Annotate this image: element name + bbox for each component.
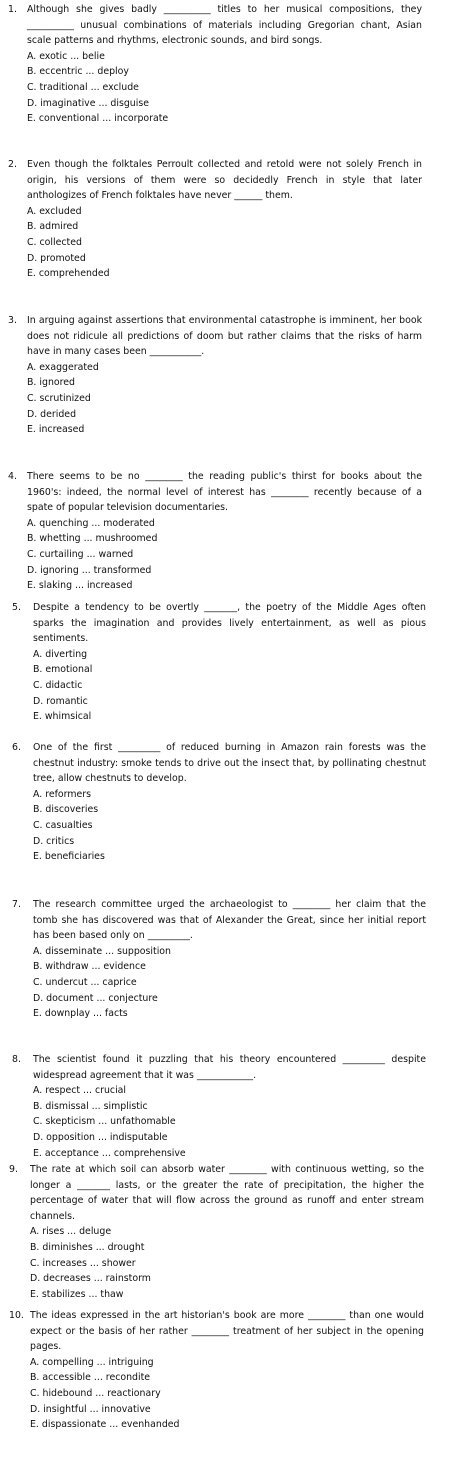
option-c[interactable]: C. curtailing ... warned — [27, 548, 134, 560]
question-number: 5. — [12, 602, 21, 613]
question-number: 2. — [8, 159, 17, 170]
question-5 — [12, 600, 426, 725]
question-stem: Even though the folktales Perroult collected and retold were not solely French in origin, his versions of them were so decidedly French in style that later anthologizes of French folktales have never ______ them. — [27, 159, 422, 202]
option-c[interactable]: C. increases ... shower — [30, 1257, 136, 1269]
option-d[interactable]: D. imaginative ... disguise — [27, 97, 149, 109]
option-b[interactable]: B. accessible ... recondite — [30, 1372, 151, 1384]
option-d[interactable]: D. promoted — [27, 252, 86, 264]
option-d[interactable]: D. decreases ... rainstorm — [30, 1273, 151, 1285]
option-e[interactable]: E. increased — [27, 424, 85, 436]
question-stem: There seems to be no ________ the reading public's thirst for books about the 1960's: indeed, the normal level of interest has ________ recently because of a spate of popular television documentaries. — [27, 471, 422, 514]
question-number: 3. — [8, 315, 17, 326]
question-2 — [8, 157, 422, 282]
option-b[interactable]: B. ignored — [27, 377, 75, 389]
question-stem: The ideas expressed in the art historian's book are more ________ than one would expect or the basis of her rather ________ treatment of her subject in the opening pages. — [30, 1310, 424, 1353]
option-c[interactable]: C. casualties — [33, 819, 93, 831]
option-e[interactable]: E. dispassionate ... evenhanded — [30, 1419, 180, 1431]
question-number: 1. — [8, 4, 17, 15]
question-1 — [8, 2, 422, 127]
option-a[interactable]: A. respect ... crucial — [33, 1085, 127, 1097]
answer-options — [27, 204, 422, 282]
option-b[interactable]: B. dismissal ... simplistic — [33, 1100, 148, 1112]
answer-options — [33, 787, 426, 865]
question-number: 10. — [9, 1310, 24, 1321]
question-number: 4. — [8, 471, 17, 482]
question-stem: The research committee urged the archaeologist to ________ her claim that the tomb she has discovered was that of Alexander the Great, since her initial report has been based only on _________. — [33, 899, 426, 942]
option-e[interactable]: E. slaking ... increased — [27, 580, 133, 592]
question-stem: Although she gives badly __________ titles to her musical compositions, they __________ unusual combinations of materials including Gregorian chant, Asian scale patterns and rhythms, electronic sounds, and bird songs. — [27, 4, 422, 47]
option-a[interactable]: A. diverting — [33, 648, 88, 660]
question-9 — [9, 1162, 424, 1302]
option-b[interactable]: B. discoveries — [33, 804, 99, 816]
question-stem: The scientist found it puzzling that his theory encountered _________ despite widespread agreement that it was ____________. — [33, 1054, 426, 1081]
option-e[interactable]: E. beneficiaries — [33, 851, 105, 863]
option-d[interactable]: D. derided — [27, 408, 77, 420]
question-7 — [12, 897, 426, 1022]
option-d[interactable]: D. romantic — [33, 695, 88, 707]
answer-options — [30, 1224, 424, 1302]
option-c[interactable]: C. hidebound ... reactionary — [30, 1387, 161, 1399]
option-e[interactable]: E. downplay ... facts — [33, 1008, 128, 1020]
option-e[interactable]: E. comprehended — [27, 268, 110, 280]
question-stem: Despite a tendency to be overtly _______, the poetry of the Middle Ages often sparks the imagination and provides lively entertainment, as well as pious sentiments. — [33, 602, 426, 645]
option-b[interactable]: B. whetting ... mushroomed — [27, 533, 158, 545]
answer-options — [27, 49, 422, 127]
option-a[interactable]: A. compelling ... intriguing — [30, 1356, 154, 1368]
option-b[interactable]: B. withdraw ... evidence — [33, 961, 146, 973]
answer-options — [27, 516, 422, 594]
option-d[interactable]: D. document ... conjecture — [33, 992, 158, 1004]
option-c[interactable]: C. skepticism ... unfathomable — [33, 1116, 176, 1128]
question-10 — [9, 1308, 424, 1433]
answer-options — [27, 360, 422, 438]
option-b[interactable]: B. admired — [27, 221, 79, 233]
option-d[interactable]: D. critics — [33, 835, 75, 847]
option-e[interactable]: E. whimsical — [33, 711, 92, 723]
option-a[interactable]: A. quenching ... moderated — [27, 517, 155, 529]
option-d[interactable]: D. insightful ... innovative — [30, 1403, 151, 1415]
option-a[interactable]: A. excluded — [27, 205, 82, 217]
answer-options — [30, 1355, 424, 1433]
option-e[interactable]: E. stabilizes ... thaw — [30, 1288, 124, 1300]
option-c[interactable]: C. traditional ... exclude — [27, 81, 139, 93]
option-a[interactable]: A. rises ... deluge — [30, 1226, 112, 1238]
option-a[interactable]: A. exotic ... belie — [27, 50, 105, 62]
question-stem: The rate at which soil can absorb water ________ with continuous wetting, so the longer a _______ lasts, or the greater the rate of precipitation, the higher the percentage of water that will flow across the ground as runoff and enter stream channels. — [30, 1164, 424, 1222]
answer-options — [33, 1083, 426, 1161]
option-e[interactable]: E. acceptance ... comprehensive — [33, 1147, 186, 1159]
question-stem: In arguing against assertions that environmental catastrophe is imminent, her book does not ridicule all predictions of doom but rather claims that the risks of harm have in many cases been ___________. — [27, 315, 422, 358]
option-c[interactable]: C. didactic — [33, 679, 83, 691]
option-c[interactable]: C. undercut ... caprice — [33, 976, 137, 988]
question-number: 6. — [12, 742, 21, 753]
option-b[interactable]: B. diminishes ... drought — [30, 1241, 145, 1253]
option-c[interactable]: C. collected — [27, 236, 82, 248]
question-4 — [8, 469, 422, 594]
question-3 — [8, 313, 422, 438]
answer-options — [33, 944, 426, 1022]
option-a[interactable]: A. disseminate ... supposition — [33, 945, 171, 957]
option-c[interactable]: C. scrutinized — [27, 392, 91, 404]
question-stem: One of the first _________ of reduced burning in Amazon rain forests was the chestnut industry: smoke tends to drive out the insect that, by pollinating chestnut tree, allow chestnuts to develop. — [33, 742, 426, 785]
question-number: 8. — [12, 1054, 21, 1065]
option-d[interactable]: D. opposition ... indisputable — [33, 1131, 168, 1143]
question-6 — [12, 740, 426, 865]
option-e[interactable]: E. conventional ... incorporate — [27, 113, 169, 125]
option-d[interactable]: D. ignoring ... transformed — [27, 564, 152, 576]
question-number: 7. — [12, 899, 21, 910]
answer-options — [33, 647, 426, 725]
question-number: 9. — [9, 1164, 18, 1175]
option-b[interactable]: B. emotional — [33, 664, 93, 676]
option-a[interactable]: A. reformers — [33, 788, 91, 800]
question-8 — [12, 1052, 426, 1161]
option-b[interactable]: B. eccentric ... deploy — [27, 66, 129, 78]
option-a[interactable]: A. exaggerated — [27, 361, 99, 373]
